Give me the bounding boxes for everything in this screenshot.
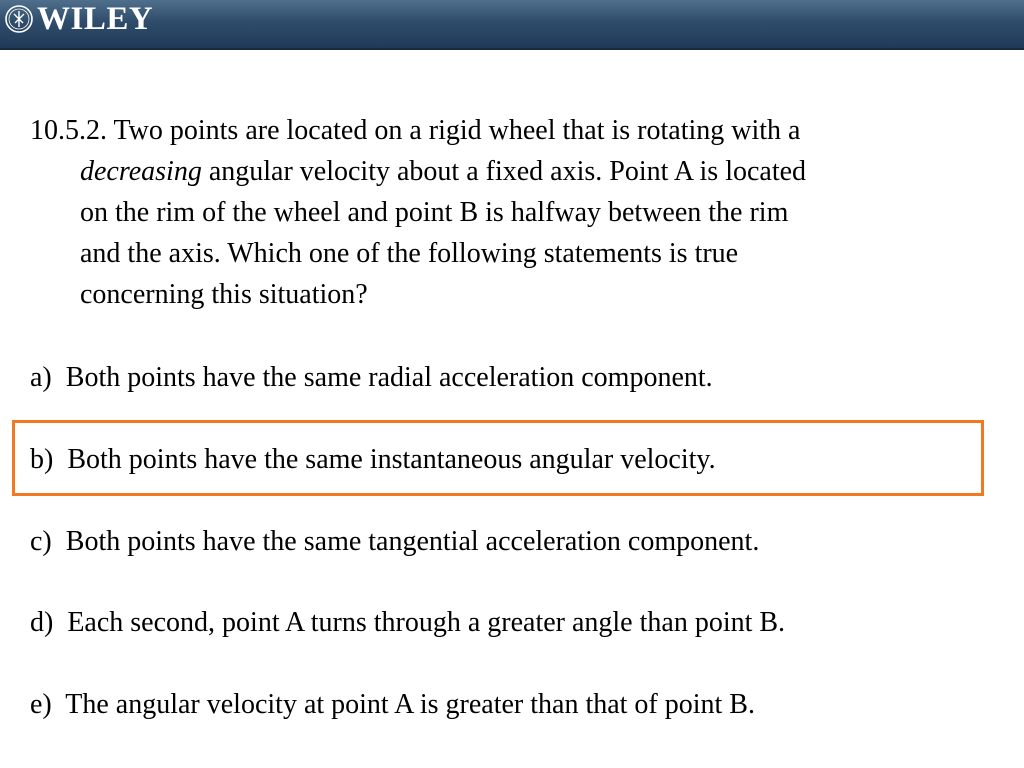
question-text	[30, 110, 990, 315]
question-line-2	[30, 151, 990, 192]
option-text: Both points have the same radial acceleration component.	[65, 362, 713, 393]
option-text: Both points have the same instantaneous angular velocity.	[67, 444, 716, 475]
option-e	[30, 684, 755, 725]
option-text: Each second, point A turns through a greater angle than point B.	[67, 607, 786, 638]
wiley-seal-icon	[4, 4, 34, 34]
question-line-5: concerning this situation?	[80, 279, 368, 310]
brand-name: WILEY	[37, 1, 154, 37]
option-c	[30, 521, 759, 562]
emphasis-decreasing: decreasing	[80, 156, 202, 187]
option-label: e)	[30, 689, 52, 720]
option-d	[30, 602, 785, 643]
option-label: b)	[30, 444, 54, 475]
option-label: a)	[30, 362, 52, 393]
option-text: The angular velocity at point A is greater than that of point B.	[65, 689, 755, 720]
option-b	[30, 439, 716, 480]
header-bar	[0, 0, 1024, 50]
option-a	[30, 357, 713, 398]
question-line-4: and the axis. Which one of the following statements is true	[80, 238, 739, 269]
option-label: c)	[30, 526, 52, 557]
question-line-1: 10.5.2. Two points are located on a rigid wheel that is rotating with a	[30, 115, 801, 146]
question-line-3: on the rim of the wheel and point B is halfway between the rim	[80, 197, 789, 228]
option-label: d)	[30, 607, 54, 638]
wiley-logo	[4, 2, 153, 36]
question-line-2-text: angular velocity about a fixed axis. Point A is located	[208, 156, 807, 187]
option-text: Both points have the same tangential acceleration component.	[65, 526, 760, 557]
